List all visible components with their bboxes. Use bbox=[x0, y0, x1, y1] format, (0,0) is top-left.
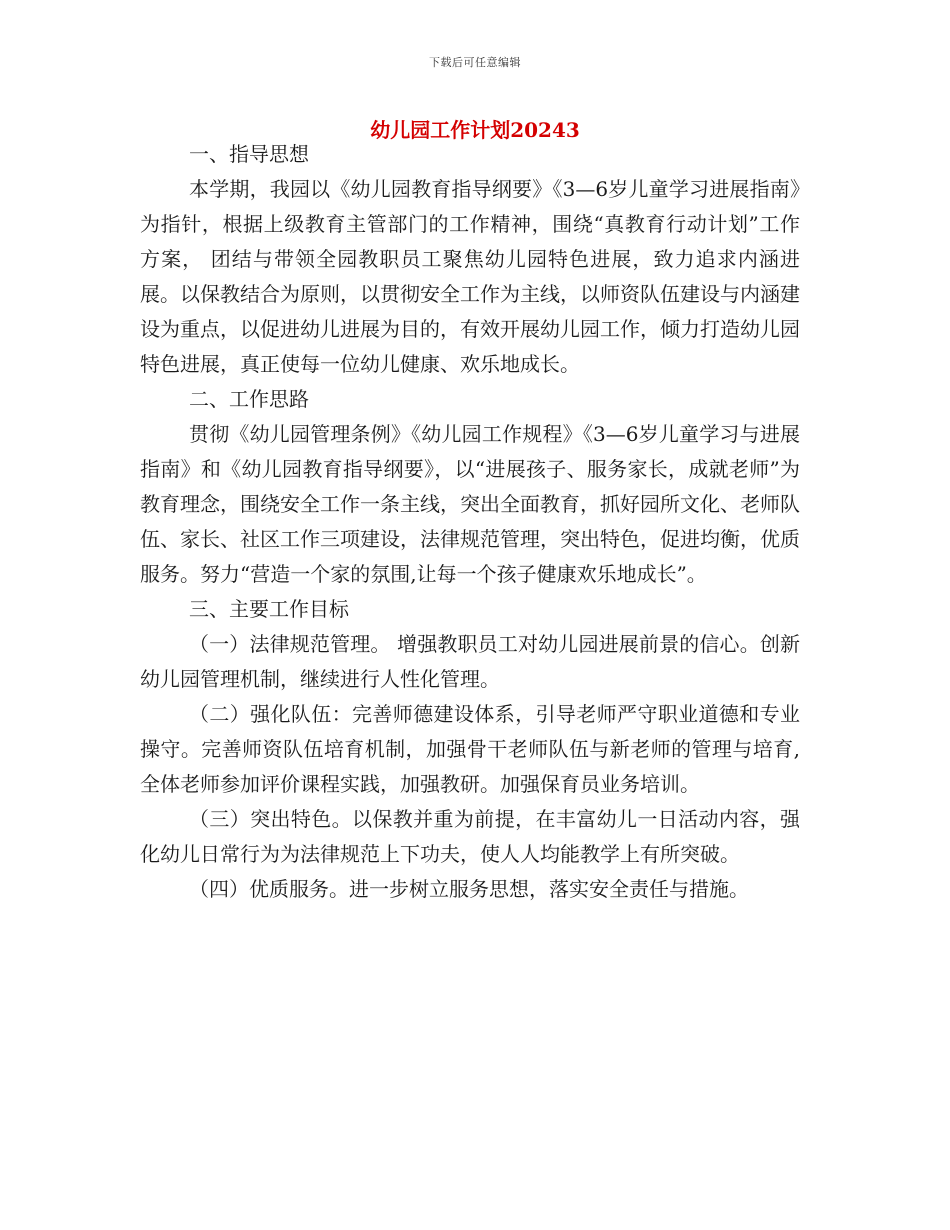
paragraph-goal-features: （三）突出特色。以保教并重为前提，在丰富幼儿一日活动内容，强化幼儿日常行为为法律规范上下功夫，使人人均能教学上有所突破。 bbox=[140, 807, 800, 866]
page-header-note: 下载后可任意编辑 bbox=[429, 56, 521, 69]
paragraph-goal-management: （一）法律规范管理。 增强教职员工对幼儿园进展前景的信心。创新幼儿园管理机制，继续进行人性化管理。 bbox=[140, 632, 800, 691]
paragraph-work-approach: 贯彻《幼儿园管理条例》《幼儿园工作规程》《3—6岁儿童学习与进展指南》和《幼儿园教育指导纲要》，以“进展孩子、服务家长，成就老师”为教育理念，围绕安全工作一条主线，突出全面教育，抓好园所文化、老师队伍、家长、社区工作三项建设，法律规范管理，突出特色，促进均衡，优质服务。努力“营造一个家的氛围,让每一个孩子健康欢乐地成长”。 bbox=[140, 422, 800, 586]
section-heading-guiding-thought: 一、指导思想 bbox=[189, 142, 309, 166]
paragraph-goal-team: （二）强化队伍：完善师德建设体系，引导老师严守职业道德和专业操守。完善师资队伍培育机制，加强骨干老师队伍与新老师的管理与培育,全体老师参加评价课程实践，加强教研。加强保育员业务培训。 bbox=[140, 702, 800, 796]
paragraph-goal-service: （四）优质服务。进一步树立服务思想，落实安全责任与措施。 bbox=[189, 877, 749, 901]
document-body bbox=[140, 137, 800, 907]
section-heading-work-approach: 二、工作思路 bbox=[189, 387, 309, 411]
document-title: 幼儿园工作计划20243 bbox=[370, 118, 580, 142]
paragraph-guiding-thought: 本学期，我园以《幼儿园教育指导纲要》《3—6岁儿童学习进展指南》为指针，根据上级教育主管部门的工作精神，围绕“真教育行动计划”工作方案， 团结与带领全园教职员工聚焦幼儿园特色进展，致力追求内涵进展。以保教结合为原则，以贯彻安全工作为主线，以师资队伍建设与内涵建设为重点，以促进幼儿进展为目的，有效开展幼儿园工作，倾力打造幼儿园特色进展，真正使每一位幼儿健康、欢乐地成长。 bbox=[140, 177, 800, 376]
section-heading-main-goals: 三、主要工作目标 bbox=[189, 597, 349, 621]
